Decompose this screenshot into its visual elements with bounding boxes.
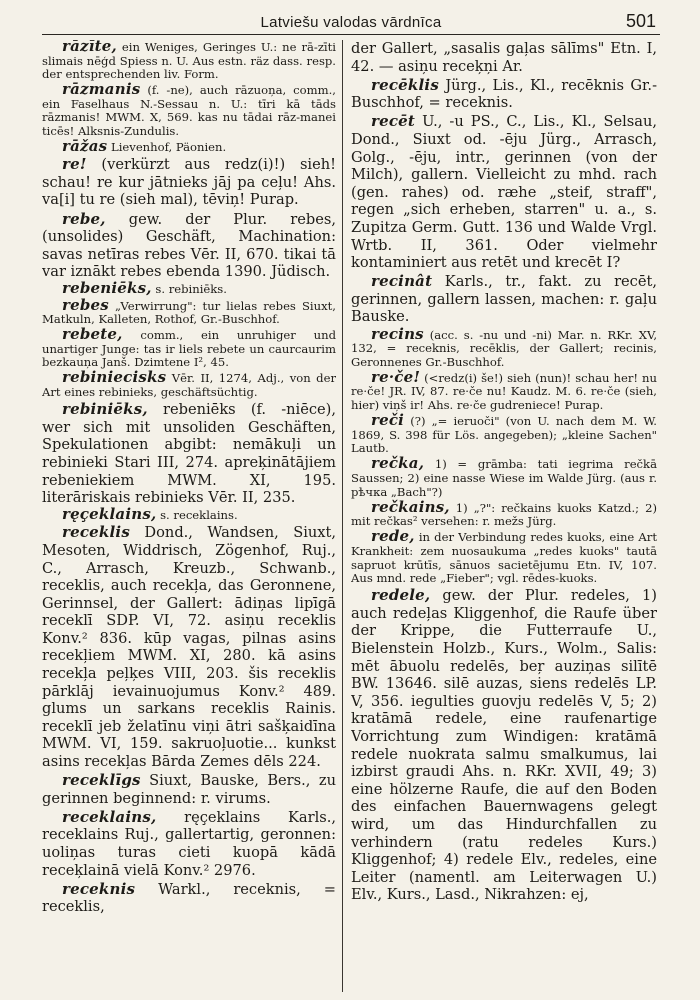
entry-definition: 1) „?": rečkains kuoks Katzd.; 2) mit rečkas² versehen: r. mežs Jürg. [351, 500, 657, 529]
entry-definition: (<redz(i) še!) sieh (nun)! schau her! nu re·če! JR. IV, 87. re·če nu! Kaudz. M. 6. re·če (sieh, hier) viņš ir! Ahs. re·če gudreniece! Purap. [351, 370, 657, 412]
dictionary-entry [42, 211, 336, 281]
entry-headword: recins [371, 324, 424, 343]
entry-definition: in der Verbindung redes kuoks, eine Art Krankheit: zem nuosaukuma „redes kuoks" tautā sapruot krūtīs, sānuos sacietējumu Etn. IV, 107. Aus mnd. rede „Fieber"; vgl. rēdes-kuoks. [351, 530, 657, 586]
entry-definition: „Verwirrung": tur lielas rebes Siuxt, Matkuln, Kalleten, Rothof, Gr.-Buschhof. [42, 298, 336, 327]
entry-headword: recēklis [371, 75, 439, 94]
entry-definition: rebeniēks (f. -niēce), wer sich mit unsoliden Geschäften, Spekulationen abgibt: nemākuļi un rebinieki Stari III, 274. apreķinātājiem rebeniekiem MWM. XI, 195. literāriskais rebinieks Vēr. II, 235. [42, 401, 336, 507]
dictionary-entry [351, 454, 657, 499]
entry-headword: rede, [371, 527, 415, 546]
entry-definition: gew. der Plur. redeles, 1) auch redeļas Kliggenhof, die Raufe über der Krippe, die Futterraufe U., Bielenstein Holzb., Kurs., Wolm., Salis: mēt ābuolu redelēs, beŗ auziņas silītē BW. 13646. silē auzas, siens redelēs LP. V, 356. iegulties guovju redelēs V, 5; 2) kratāmā redele, eine raufenartige Vorrichtung zum Windigen: kratāmā redele nuokrata salmu smalkumus, lai izbirst graudi Ahs. n. RKr. XVII, 49; 3) eine hölzerne Raufe, die auf den Boden des einfachen Bauernwagens gelegt wird, um das Hindurchfallen zu verhindern (ratu redeles Kurs.) Kliggenhof; 4) redele Elv., redeles, eine Leiter (namentl. am Leiterwagen U.) Elv., Kurs., Lasd., Nikrahzen: ej, [351, 587, 657, 904]
entry-headword: receklis [62, 523, 130, 542]
entry-headword: rebes [62, 295, 109, 314]
dictionary-entry [351, 77, 657, 112]
entry-headword: recinât [371, 272, 433, 291]
entry-definition: Warkl., receknis, = receklis, [42, 880, 336, 916]
entry-headword: reči [371, 411, 405, 430]
dictionary-entry [42, 368, 336, 400]
entry-headword: ręçeklains, [62, 505, 157, 524]
entry-headword: rebe, [62, 209, 106, 228]
entry-definition: U., -u PS., C., Lis., Kl., Selsau, Dond., Siuxt od. -ēju Jürg., Arrasch, Golg., -ēju, intr., gerinnen (von der Milch), gallern. Vielleicht zu mhd. rach (gen. rahes) od. ræhe „steif, straff", regen „sich erheben, starren" u. a., s. Zupitza Germ. Gutt. 136 und Walde Vrgl. Wrtb. II, 361. Oder vielmehr kontaminiert aus retēt und krecēt I? [351, 113, 657, 272]
entry-definition: Vēr. II, 1274, Adj., von der Art eines rebinieks, geschäftsüchtig. [42, 371, 336, 400]
entry-headword: receklīgs [62, 771, 141, 790]
entry-definition: (verkürzt aus redz(i)!) sieh! schau! re kur jātnieks jāj pa ceļu! Ahs. va[i] tu re (sieh mal), tēviņ! Purap. [42, 156, 336, 209]
dictionary-entry [42, 772, 336, 807]
dictionary-entry [42, 137, 336, 156]
dictionary-entry [42, 809, 336, 879]
entry-definition: s. receklains. [156, 508, 238, 523]
dictionary-entry [42, 156, 336, 209]
entry-headword: rebiniecisks [62, 368, 167, 387]
left-column [42, 40, 336, 992]
entry-definition: 1) = grāmba: tati iegrima rečkā Saussen; 2) eine nasse Wiese im Walde Jürg. (aus r. рѣчка „Bach"?) [351, 457, 657, 499]
dictionary-entry [351, 367, 657, 413]
right-column [351, 40, 657, 992]
dictionary-entry [42, 401, 336, 507]
entry-definition: (acc. s. -nu und -ni) Mar. n. RKr. XV, 132, = receknis, recēklis, der Gallert; recinis, Geronnenes Gr.-Buschhof. [351, 327, 657, 369]
entry-headword: rebeniēks, [62, 279, 152, 298]
dictionary-entry [351, 527, 657, 586]
column-divider [342, 40, 343, 992]
dictionary-entry [42, 325, 336, 370]
dictionary-entry [351, 273, 657, 326]
entry-headword: rečkains, [371, 497, 450, 516]
dictionary-entry [42, 524, 336, 770]
entry-headword: rečka, [371, 454, 425, 473]
page-header [42, 8, 660, 35]
dictionary-entry [42, 505, 336, 524]
dictionary-entry [42, 881, 336, 916]
entry-headword: rāzmanis [62, 80, 141, 99]
entry-headword: re! [62, 155, 87, 174]
dictionary-entry [351, 587, 657, 904]
dictionary-entry [351, 497, 657, 529]
entry-headword: rebiniēks, [62, 400, 148, 419]
entry-headword: rāžas [62, 137, 108, 156]
entry-definition: Dond., Wandsen, Siuxt, Mesoten, Widdrisch, Zögenhof, Ruj., C., Arrasch, Kreuzb., Schwanb., receklis, auch recekļa, das Geronnene, Gerinnsel, der Gallert: ādiņas lipīgā receklī SDP. VI, 72. asiņu receklis Konv.² 836. kūp vagas, pilnas asins recekļiem MWM. XI, 280. kā asins recekļa peļķes VIII, 203. šis receklis pārklāj ievainuojumus Konv.² 489. glums un sarkans receklis Rainis. receklī jeb želatīnu viņi ātri sašķaidīna MWM. VI, 159. sakruoļuotie... kunkst asins recekļas Bārda Zemes dēls 224. [42, 524, 336, 771]
dictionary-entry [42, 40, 336, 82]
dictionary-entry [42, 295, 336, 327]
entry-definition: Karls., tr., fakt. zu recēt, gerinnen, gallern lassen, machen: r. gaļu Bauske. [351, 273, 657, 326]
entry-headword: rebete, [62, 325, 123, 344]
entry-definition: Siuxt, Bauske, Bers., zu gerinnen beginnend: r. virums. [42, 772, 336, 807]
entry-headword: rāzīte, [62, 40, 117, 55]
entry-headword: receklains, [62, 807, 157, 826]
entry-definition: Lievenhof, Päonien. [107, 140, 227, 155]
entry-definition: ręçeklains Karls., receklains Ruj., gallertartig, geronnen: uoliņas turas cieti kuopā kādā receķlainā vielā Konv.² 2976. [42, 808, 336, 879]
dictionary-entry [42, 80, 336, 139]
page-number: 501 [625, 11, 656, 31]
dictionary-entry [351, 411, 657, 456]
entry-definition: (?) „= ieruoči" (von U. nach dem M. W. 1869, S. 398 für Lös. angegeben); „kleine Sachen" Lautb. [351, 414, 657, 456]
entry-definition: ein Weniges, Geringes U.: ne rā-zīti slimais nēģd Spiess n. U. Aus estn. räz dass. resp. der entsprechenden liv. Form. [42, 40, 336, 82]
entry-headword: re·če! [371, 367, 421, 386]
running-title: Latviešu valodas vārdnīca [260, 14, 442, 31]
entry-definition: comm., ein unruhiger und unartiger Junge: tas ir liels rebete un caurcaurim bezkauņa Janš. Dzimtene I², 45. [42, 328, 336, 370]
entry-headword: redele, [371, 586, 431, 605]
entry-definition: s. rebiniēks. [151, 282, 227, 297]
dictionary-entry [351, 324, 657, 370]
dictionary-entry [351, 113, 657, 271]
entry-definition: (f. -ne), auch rāzuoņa, comm., ein Faselhaus N.-Sessau n. U.: tīri kā tāds rāzmanis! MWM. X, 569. kas nu tādai rāz-manei ticēs! Alksnis-Zundulis. [42, 83, 336, 139]
entry-headword: receknis [62, 879, 136, 898]
entry-definition: gew. der Plur. rebes, (unsolides) Geschäft, Machination: savas netīras rebes Vēr. II, 670. tikai tā var iznākt rebes ebenda 1390. Jüdisch. [42, 210, 336, 281]
entry-definition: Jürg., Lis., Kl., recēknis Gr.-Buschhof, = receknis. [351, 76, 657, 112]
entry-headword: recēt [371, 112, 416, 131]
entry-definition: der Gallert, „sasalis gaļas sālīms" Etn. I, 42. — asiņu receķņi Ar. [351, 40, 657, 75]
dictionary-entry [351, 40, 657, 75]
